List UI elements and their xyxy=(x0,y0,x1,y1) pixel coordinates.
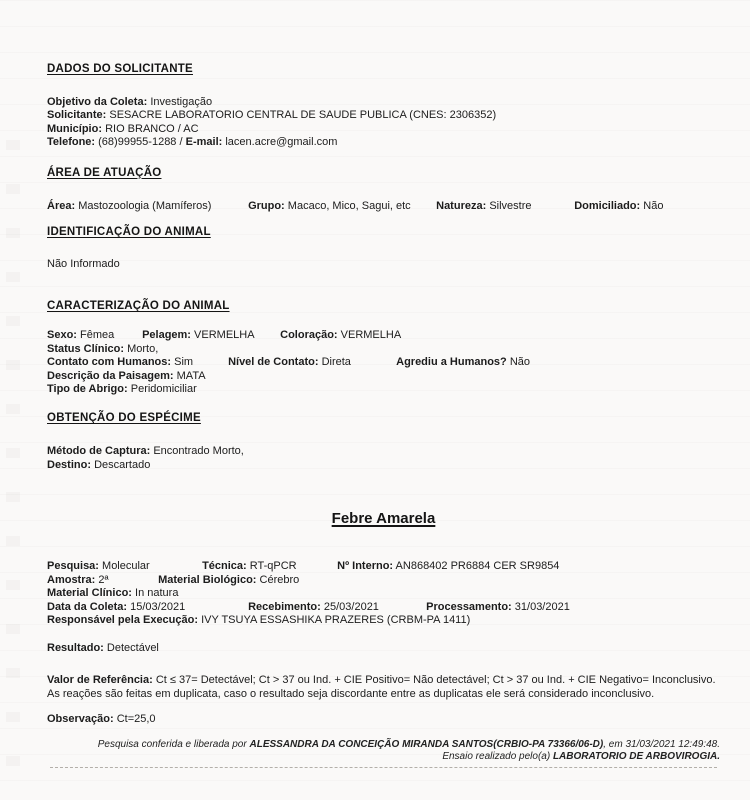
field-solicitante xyxy=(47,109,720,122)
field-row-sexo-pelagem-coloracao xyxy=(47,329,720,342)
field-label: Método de Captura: xyxy=(47,445,151,458)
field-value: Ct=25,0 xyxy=(116,713,156,726)
field-value: VERMELHA xyxy=(340,329,402,342)
section-heading-caracterizacao-animal: CARACTERIZAÇÃO DO ANIMAL xyxy=(47,300,230,313)
field-value: Não xyxy=(509,356,530,369)
field-value: MATA xyxy=(176,369,206,382)
field-amostra xyxy=(47,574,155,587)
field-row-datas xyxy=(47,601,720,614)
field-domiciliado xyxy=(574,200,663,213)
field-material-clinico xyxy=(47,587,720,600)
field-tipo-abrigo xyxy=(47,383,720,396)
field-processamento xyxy=(426,601,570,614)
field-telefone-email xyxy=(47,136,720,149)
field-value: Peridomiciliar xyxy=(130,383,197,396)
footer-prefix: Pesquisa conferida e liberada por xyxy=(97,738,247,750)
field-row-amostra-material xyxy=(47,574,720,587)
field-label: E-mail: xyxy=(185,136,223,149)
field-label: Telefone: xyxy=(47,136,96,149)
field-status-clinico xyxy=(47,343,720,356)
field-value: RIO BRANCO / AC xyxy=(105,122,199,135)
section-obtencao-especime xyxy=(47,445,720,472)
field-label: Recebimento: xyxy=(248,600,321,613)
field-descricao-paisagem xyxy=(47,370,720,383)
field-value: Não xyxy=(643,199,664,212)
field-data-coleta xyxy=(47,601,245,614)
field-label: Tipo de Abrigo: xyxy=(47,383,128,396)
field-value: Direta xyxy=(321,356,351,369)
field-value: Silvestre xyxy=(489,199,532,212)
field-label: Destino: xyxy=(47,458,91,471)
field-pelagem xyxy=(142,329,277,342)
field-label: Amostra: xyxy=(47,573,96,586)
field-value: 25/03/2021 xyxy=(323,600,379,613)
field-label: Processamento: xyxy=(426,600,512,613)
section-heading-identificacao-animal: IDENTIFICAÇÃO DO ANIMAL xyxy=(47,226,211,239)
section-heading-area-atuacao: ÁREA DE ATUAÇÃO xyxy=(47,166,162,179)
field-area xyxy=(47,200,245,213)
field-label: Área: xyxy=(47,199,76,212)
footer-suffix: , em 31/03/2021 12:49:48. xyxy=(603,738,720,750)
bottom-divider xyxy=(50,767,716,768)
field-nivel-contato xyxy=(228,356,393,369)
field-value: 31/03/2021 xyxy=(514,600,570,613)
scan-artifact-marks xyxy=(6,140,20,800)
field-value: Detectável xyxy=(106,642,159,655)
field-value: Morto, xyxy=(127,342,159,355)
field-label: Descrição da Paisagem: xyxy=(47,369,174,382)
field-metodo-captura xyxy=(47,445,720,458)
field-pesquisa xyxy=(47,560,199,573)
footer-line-ensaio xyxy=(47,751,720,764)
field-value: 15/03/2021 xyxy=(130,600,186,613)
field-value: Ct ≤ 37= Detectável; Ct > 37 ou Ind. + CIE Positivo= Não detectável; Ct > 37 ou Ind. + CIE Negativo= Inconclusivo. As reações são feitas em duplicata, caso o resultado seja discordante entre as duplicatas ele será considerado inconclusivo. xyxy=(47,673,716,700)
field-value: SESACRE LABORATORIO CENTRAL DE SAUDE PUBLICA (CNES: 2306352) xyxy=(109,109,497,122)
footer-lab-name: LABORATORIO DE ARBOVIROGIA. xyxy=(552,751,720,763)
exam-title-febre-amarela: Febre Amarela xyxy=(331,510,436,528)
field-value: IVY TSUYA ESSASHIKA PRAZERES (CRBM-PA 1411) xyxy=(201,613,471,626)
field-observacao xyxy=(47,713,720,726)
field-label: Status Clínico: xyxy=(47,342,125,355)
field-label: Agrediu a Humanos? xyxy=(396,356,507,369)
field-label: Nº Interno: xyxy=(337,560,394,573)
section-exame xyxy=(47,560,720,627)
field-label: Material Clínico: xyxy=(47,587,132,600)
field-row-area-atuacao xyxy=(47,200,720,213)
footer-prefix: Ensaio realizado pelo(a) xyxy=(442,751,551,763)
field-value: Mastozoologia (Mamíferos) xyxy=(78,199,212,212)
field-label: Técnica: xyxy=(202,560,247,573)
field-label: Resultado: xyxy=(47,642,104,655)
paragraph-valor-referencia xyxy=(47,673,720,701)
field-label: Observação: xyxy=(47,713,114,726)
field-label: Coloração: xyxy=(280,329,338,342)
field-recebimento xyxy=(248,601,423,614)
field-label: Pelagem: xyxy=(142,329,191,342)
field-label: Grupo: xyxy=(248,199,285,212)
field-value: RT-qPCR xyxy=(249,560,297,573)
field-resultado xyxy=(47,642,720,655)
footer-liberacao xyxy=(47,739,720,764)
field-label: Pesquisa: xyxy=(47,560,99,573)
field-numero-interno xyxy=(337,560,559,573)
field-grupo xyxy=(248,200,433,213)
field-value: 2ª xyxy=(98,573,109,586)
field-value: VERMELHA xyxy=(194,329,255,342)
field-value: Fêmea xyxy=(80,329,115,342)
field-label: Contato com Humanos: xyxy=(47,356,172,369)
field-municipio xyxy=(47,123,720,136)
field-value: AN868402 PR6884 CER SR9854 xyxy=(395,560,560,573)
field-value: (68)99955-1288 / xyxy=(98,136,183,149)
field-value: Molecular xyxy=(102,560,150,573)
field-label: Valor de Referência: xyxy=(47,673,153,686)
field-value: Encontrado Morto, xyxy=(153,445,244,458)
field-label: Solicitante: xyxy=(47,109,107,122)
field-label: Objetivo da Coleta: xyxy=(47,96,148,108)
field-contato-humanos xyxy=(47,356,225,369)
field-coloracao xyxy=(280,329,401,342)
field-value: Descartado xyxy=(94,458,151,471)
footer-analyst-name: ALESSANDRA DA CONCEIÇÃO MIRANDA SANTOS(CRBIO-PA 73366/06-D) xyxy=(249,738,604,750)
field-identificacao-valor: Não Informado xyxy=(47,258,120,271)
field-label: Nível de Contato: xyxy=(228,356,319,369)
footer-line-liberacao xyxy=(47,739,720,752)
field-natureza xyxy=(436,200,571,213)
field-label: Natureza: xyxy=(436,199,487,212)
field-value: In natura xyxy=(135,587,179,600)
field-label: Responsável pela Execução: xyxy=(47,613,199,626)
field-label: Material Biológico: xyxy=(158,573,257,586)
field-row-contato-humanos xyxy=(47,356,720,369)
field-value: Sim xyxy=(174,356,194,369)
field-objetivo-coleta xyxy=(47,96,720,109)
field-material-biologico xyxy=(158,574,299,587)
field-label: Domiciliado: xyxy=(574,199,641,212)
field-tecnica xyxy=(202,560,334,573)
field-label: Data da Coleta: xyxy=(47,600,128,613)
field-row-pesquisa-tecnica-interno xyxy=(47,560,720,573)
section-dados-solicitante xyxy=(47,96,720,150)
field-sexo xyxy=(47,329,139,342)
section-heading-obtencao-especime: OBTENÇÃO DO ESPÉCIME xyxy=(47,412,201,425)
field-agrediu-humanos xyxy=(396,356,530,369)
field-value: Macaco, Mico, Sagui, etc xyxy=(287,199,411,212)
section-caracterizacao-animal xyxy=(47,329,720,396)
field-value: lacen.acre@gmail.com xyxy=(225,136,338,149)
field-value: Investigação xyxy=(150,96,213,108)
field-value: Cérebro xyxy=(259,573,300,586)
field-label: Sexo: xyxy=(47,329,77,342)
field-destino xyxy=(47,459,720,472)
field-label: Município: xyxy=(47,122,102,135)
field-responsavel-execucao xyxy=(47,614,720,627)
section-heading-dados-solicitante: DADOS DO SOLICITANTE xyxy=(47,63,193,75)
